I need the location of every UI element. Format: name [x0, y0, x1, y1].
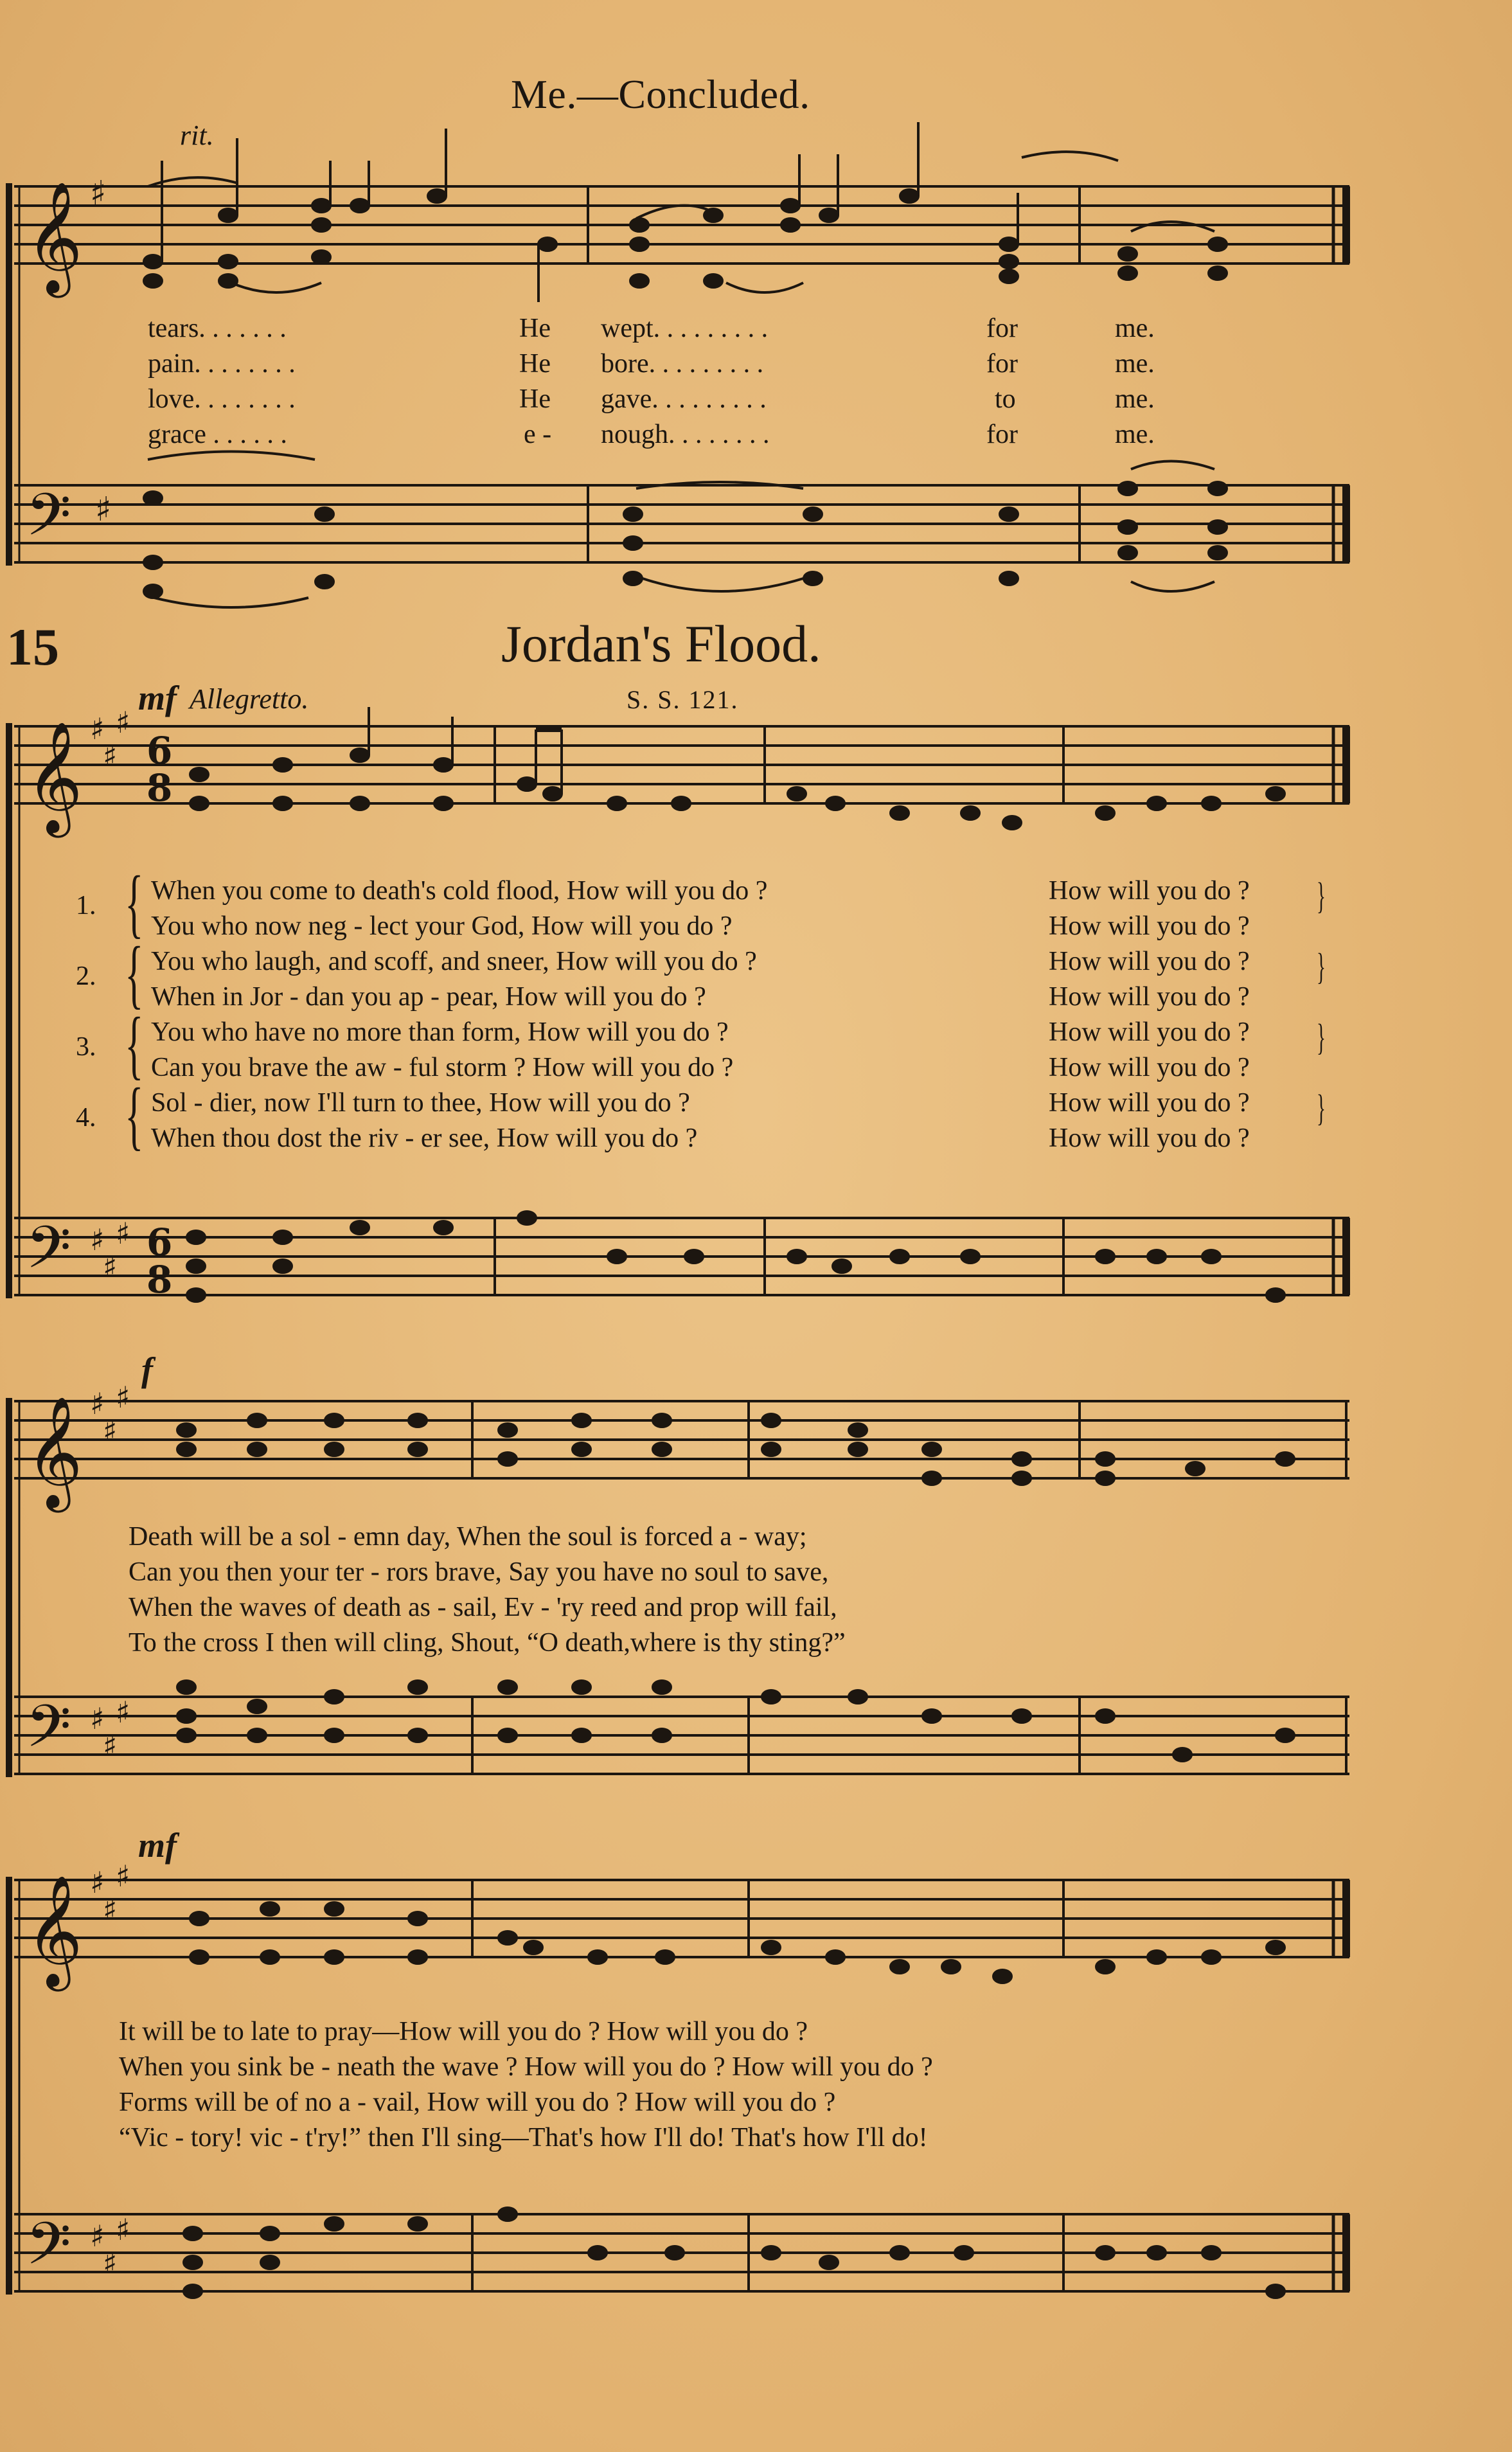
- refrain-dynamic: mf: [138, 1826, 177, 1865]
- verse-brace: {: [125, 931, 144, 1016]
- verse-line: You who now neg - lect your God, How will you do ?: [151, 911, 733, 941]
- svg-text:♯: ♯: [90, 711, 105, 746]
- lyric: tears. . . . . . .: [148, 314, 287, 343]
- verse-line: When you come to death's cold flood, How will you do ?: [151, 876, 768, 906]
- verse-line-end: How will you do ?: [1049, 876, 1250, 906]
- verse-brace-right: }: [1316, 875, 1326, 917]
- svg-text:𝄞: 𝄞: [26, 181, 83, 293]
- verse-line-end: How will you do ?: [1049, 947, 1250, 976]
- svg-text:𝄢: 𝄢: [26, 2210, 71, 2292]
- lyric: to: [995, 384, 1016, 414]
- svg-text:♯: ♯: [116, 2212, 130, 2247]
- refrain-line: “Vic - tory! vic - t'ry!” then I'll sing—That's how I'll do! That's how I'll do!: [119, 2123, 928, 2152]
- svg-text:8: 8: [147, 1258, 173, 1302]
- lyric: me.: [1115, 384, 1155, 414]
- svg-text:𝄞: 𝄞: [26, 1875, 83, 1987]
- svg-text:8: 8: [147, 766, 173, 810]
- lyric: me.: [1115, 420, 1155, 449]
- dynamic-marking: mf: [138, 679, 177, 717]
- verse-brace: {: [125, 1001, 144, 1087]
- verse-brace-right: }: [1316, 1087, 1326, 1129]
- svg-text:𝄞: 𝄞: [26, 1396, 83, 1508]
- svg-text:♯: ♯: [103, 738, 118, 773]
- verse-line-end: How will you do ?: [1049, 1053, 1250, 1082]
- verse-number: 4.: [76, 1103, 96, 1132]
- svg-text:♯: ♯: [103, 1249, 118, 1284]
- verse-line-end: How will you do ?: [1049, 911, 1250, 941]
- verse-number: 2.: [76, 962, 96, 991]
- hymn-number: 15: [6, 618, 59, 676]
- lyric: wept. . . . . . . . .: [601, 314, 769, 343]
- svg-text:𝄞: 𝄞: [26, 721, 83, 833]
- svg-text:♯: ♯: [103, 1413, 118, 1448]
- lyric: grace . . . . . .: [148, 420, 287, 449]
- verse-line: You who have no more than form, How will you do ?: [151, 1017, 729, 1047]
- svg-text:♯: ♯: [90, 1865, 105, 1900]
- svg-text:♯: ♯: [116, 1380, 130, 1415]
- verse-brace-right: }: [1316, 945, 1326, 987]
- verse-brace: {: [125, 860, 144, 945]
- lyric: bore. . . . . . . . .: [601, 349, 764, 379]
- verse-number: 3.: [76, 1032, 96, 1062]
- chorus-line: Can you then your ter - rors brave, Say you have no soul to save,: [129, 1557, 829, 1587]
- svg-text:𝄢: 𝄢: [26, 1213, 71, 1296]
- svg-text:♯: ♯: [103, 1728, 118, 1763]
- chorus-line: To the cross I then will cling, Shout, “O death,where is thy sting?”: [129, 1628, 846, 1658]
- verse-line: Sol - dier, now I'll turn to thee, How will you do ?: [151, 1088, 690, 1118]
- svg-text:♯: ♯: [90, 174, 107, 213]
- svg-text:♯: ♯: [116, 1859, 130, 1893]
- verse-number: 1.: [76, 891, 96, 920]
- lyric: for: [986, 420, 1018, 449]
- verse-brace-right: }: [1316, 1016, 1326, 1058]
- svg-text:♯: ♯: [90, 1701, 105, 1736]
- lyric: gave. . . . . . . . .: [601, 384, 767, 414]
- refrain-line: It will be to late to pray—How will you do ? How will you do ?: [119, 2017, 808, 2046]
- lyric: nough. . . . . . . .: [601, 420, 770, 449]
- svg-text:♯: ♯: [90, 2219, 105, 2253]
- verse-line-end: How will you do ?: [1049, 982, 1250, 1012]
- svg-text:♯: ♯: [90, 1222, 105, 1257]
- verse-line: You who laugh, and scoff, and sneer, How will you do ?: [151, 947, 757, 976]
- svg-text:♯: ♯: [116, 1216, 130, 1251]
- refrain-line: When you sink be - neath the wave ? How will you do ? How will you do ?: [119, 2052, 933, 2082]
- lyric: He: [519, 314, 551, 343]
- continued-title: Me.—Concluded.: [511, 71, 810, 117]
- lyric: for: [986, 349, 1018, 379]
- svg-text:♯: ♯: [116, 1695, 130, 1730]
- lyric: love. . . . . . . .: [148, 384, 296, 414]
- hymn-title: Jordan's Flood.: [501, 614, 821, 673]
- lyric: pain. . . . . . . .: [148, 349, 296, 379]
- svg-text:6: 6: [147, 729, 173, 773]
- svg-text:♯: ♯: [103, 1892, 118, 1927]
- tempo-marking: Allegretto.: [190, 683, 309, 715]
- verse-line: When in Jor - dan you ap - pear, How will you do ?: [151, 982, 706, 1012]
- svg-text:𝄢: 𝄢: [26, 481, 71, 563]
- lyric: e -: [524, 420, 552, 449]
- svg-text:♯: ♯: [95, 490, 112, 529]
- chorus-dynamic: f: [141, 1350, 153, 1389]
- verse-line-end: How will you do ?: [1049, 1123, 1250, 1153]
- chorus-line: When the waves of death as - sail, Ev - 'ry reed and prop will fail,: [129, 1593, 837, 1622]
- verse-brace: {: [125, 1072, 144, 1158]
- chorus-line: Death will be a sol - emn day, When the soul is forced a - way;: [129, 1522, 807, 1552]
- verse-line: Can you brave the aw - ful storm ? How will you do ?: [151, 1053, 734, 1082]
- svg-text:♯: ♯: [116, 705, 130, 740]
- refrain-line: Forms will be of no a - vail, How will you do ? How will you do ?: [119, 2088, 836, 2117]
- svg-text:𝄢: 𝄢: [26, 1692, 71, 1775]
- hymn-reference: S. S. 121.: [627, 685, 739, 714]
- svg-text:6: 6: [147, 1221, 173, 1264]
- verse-line-end: How will you do ?: [1049, 1017, 1250, 1047]
- svg-text:♯: ♯: [90, 1386, 105, 1421]
- verse-line-end: How will you do ?: [1049, 1088, 1250, 1118]
- lyric: He: [519, 384, 551, 414]
- rit-marking: rit.: [180, 120, 214, 151]
- lyric: me.: [1115, 314, 1155, 343]
- svg-text:♯: ♯: [103, 2246, 118, 2280]
- lyric: He: [519, 349, 551, 379]
- lyric: me.: [1115, 349, 1155, 379]
- verse-line: When thou dost the riv - er see, How will you do ?: [151, 1123, 698, 1153]
- lyric: for: [986, 314, 1018, 343]
